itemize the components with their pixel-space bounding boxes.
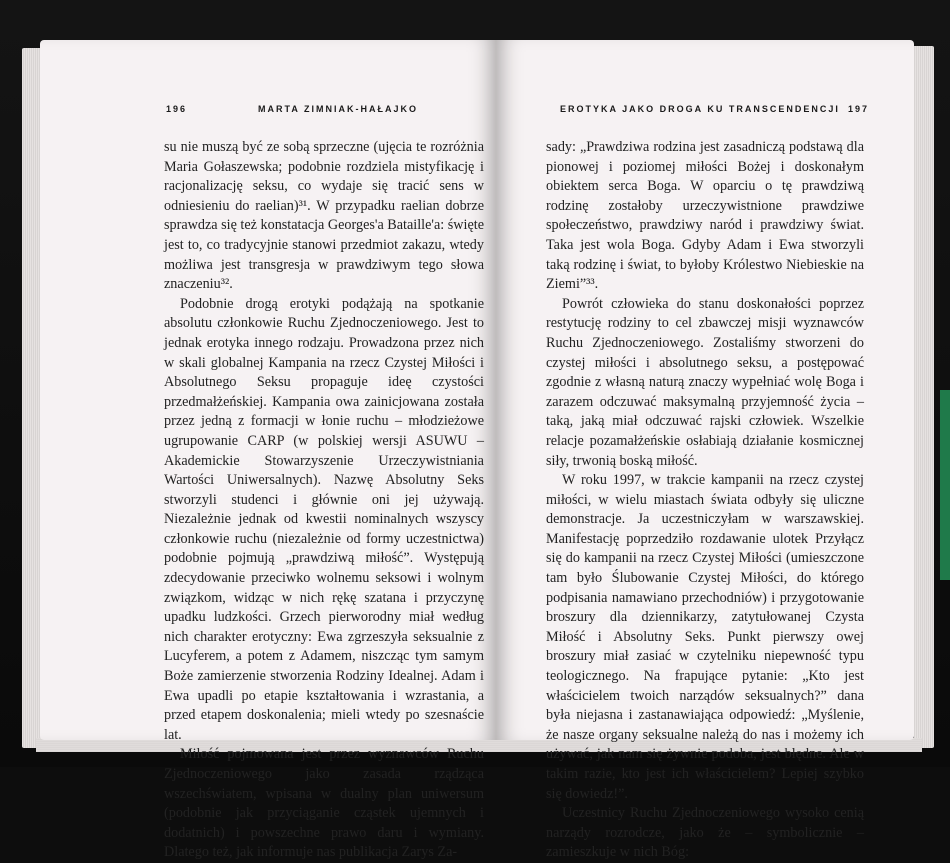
paragraph: su nie muszą być ze sobą sprzeczne (ujęcia te rozróżnia Maria Gołaszewska; podobnie rozdziela mistyfikację i racjonalizację seksu, co wydaje się tracić sens w odniesieniu do raelian)³¹. W przypadku raelian dobrze sprawdza się też konstatacja Georges'a Bataille'a: święte jest to, co tradycyjnie stanowi przedmiot zakazu, wtedy możliwa jest transgresja w prawdziwym tego słowa znaczeniu³². bbox=[164, 139, 484, 293]
body-text bbox=[546, 138, 864, 863]
left-page bbox=[40, 40, 496, 861]
paragraph: sady: „Prawdziwa rodzina jest zasadniczą podstawą dla pionowej i poziomej miłości Bożej i doskonałym obiektem serca Boga. W oparciu o tę prawdziwą rodzinę zostałoby urzeczywistnione prawdziwe społeczeństwo, prawdziwy naród i prawdziwy świat. Taka jest wola Boga. Gdyby Adam i Ewa stworzyli taką rodzinę i świat, to byłoby Królestwo Niebieskie na Ziemi”³³. bbox=[546, 139, 864, 293]
paragraph: Miłość pojmowana jest przez wyznawców Ruchu Zjednoczeniowego jako zasada rządząca wszechświatem, wpisana w dualny plan uniwersum (podobnie jak przyciąganie cząstek ujemnych i dodatnich) i powszechne prawo daru i wymiany. Dlatego też, jak informuje nas publikacja Zarys Za- bbox=[164, 746, 484, 861]
page-number: 196 bbox=[166, 104, 188, 114]
paragraph: Uczestnicy Ruchu Zjednoczeniowego wysoko cenią narządy rozrodcze, jako że – symbolicznie – zamieszkuje w nich Bóg: bbox=[546, 805, 864, 861]
page-number: 197 bbox=[848, 104, 870, 114]
paragraph: Powrót człowieka do stanu doskonałości poprzez restytucję rodziny to cel zbawczej misji wyznawców Ruchu Zjednoczeniowego. Zostaliśmy stworzeni do czystej miłości i absolutnego seksu, a postępować zgodnie z własną naturą znaczy wypełniać wolę Boga i zarazem odczuwać maksymalną przyjemność życia – taką, jaką miał odczuwać rajski człowiek. Wszelkie relacje pozamałżeńskie osłabiają działanie kosmicznej siły, trwonią boską miłość. bbox=[546, 295, 864, 469]
paragraph: Podobnie drogą erotyki podążają na spotkanie absolutu członkowie Ruchu Zjednoczeniowego. Jest to jednak erotyka innego rodzaju. Prowadzona przez nich w skali globalnej Kampania na rzecz Czystej Miłości i Absolutnego Seksu propaguje ideę czystości przedmałżeńskiej. Kampania owa zainicjowana została przez jedną z formacji w łonie ruchu – młodzieżowe ugrupowanie CARP (w polskiej wersji ASUWU – Akademickie Stowarzyszenie Urzeczywistniania Wartości Uniwersalnych). Nazwę Absolutny Seks stworzyli studenci i głównie oni jej używają. Niezależnie jednak od kwestii nominalnych wszyscy członkowie ruchu (niezależnie od formy uczestnictwa) podobnie pojmują „prawdziwą miłość”. Występują zdecydowanie przeciwko wolnemu seksowi i wolnym związkom, widząc w nich rękę szatana i przyczynę upadku ludzkości. Grzech pierworodny miał według nich charakter erotyczny: Ewa zgrzeszyła seksualnie z Lucyferem, a potem z Adamem, niszcząc tym samym Boże zamierzenie stworzenia Rodziny Idealnej. Adam i Ewa upadli po etapie kształtowania i wzrastania, a przed etapem doskonalenia; mieli wtedy po szesnaście lat. bbox=[164, 295, 484, 743]
page-stack-right bbox=[914, 46, 934, 748]
paragraph: W roku 1997, w trakcie kampanii na rzecz czystej miłości, w wielu miastach świata odbyły się uliczne demonstracje. Ja uczestniczyłam w warszawskiej. Manifestację poprzedziło rozdawanie ulotek Przyłącz się do kampanii na rzecz Czystej Miłości (umieszczone tam było Ślubowanie Czystej Miłości, do którego podpisania namawiano przechodniów) i przygotowanie broszury dla dziennikarzy, zatytułowanej Czysta Miłość i Absolutny Seks. Punkt pierwszy owej broszury miał zasiać w czytelniku niepewność typu teologicznego. Na frapujące pytanie: „Kto jest właścicielem twoich narządów seksualnych?” dana była niejasna i zastanawiająca odpowiedź: „Myślenie, że nasze organy seksualne należą do nas i możemy ich używać, jak nam się żywnie podoba, jest błędne. Ale w takim razie, kto jest ich właścicielem? Lepiej szybko się dowiedz!”. bbox=[546, 472, 864, 802]
right-page bbox=[496, 40, 914, 861]
running-head-chapter: EROTYKA JAKO DROGA KU TRANSCENDENCJI bbox=[560, 104, 840, 114]
running-head-author: MARTA ZIMNIAK-HAŁAJKO bbox=[258, 104, 418, 114]
open-book bbox=[18, 22, 936, 861]
body-text bbox=[164, 138, 484, 863]
scan-color-strip bbox=[940, 390, 950, 580]
